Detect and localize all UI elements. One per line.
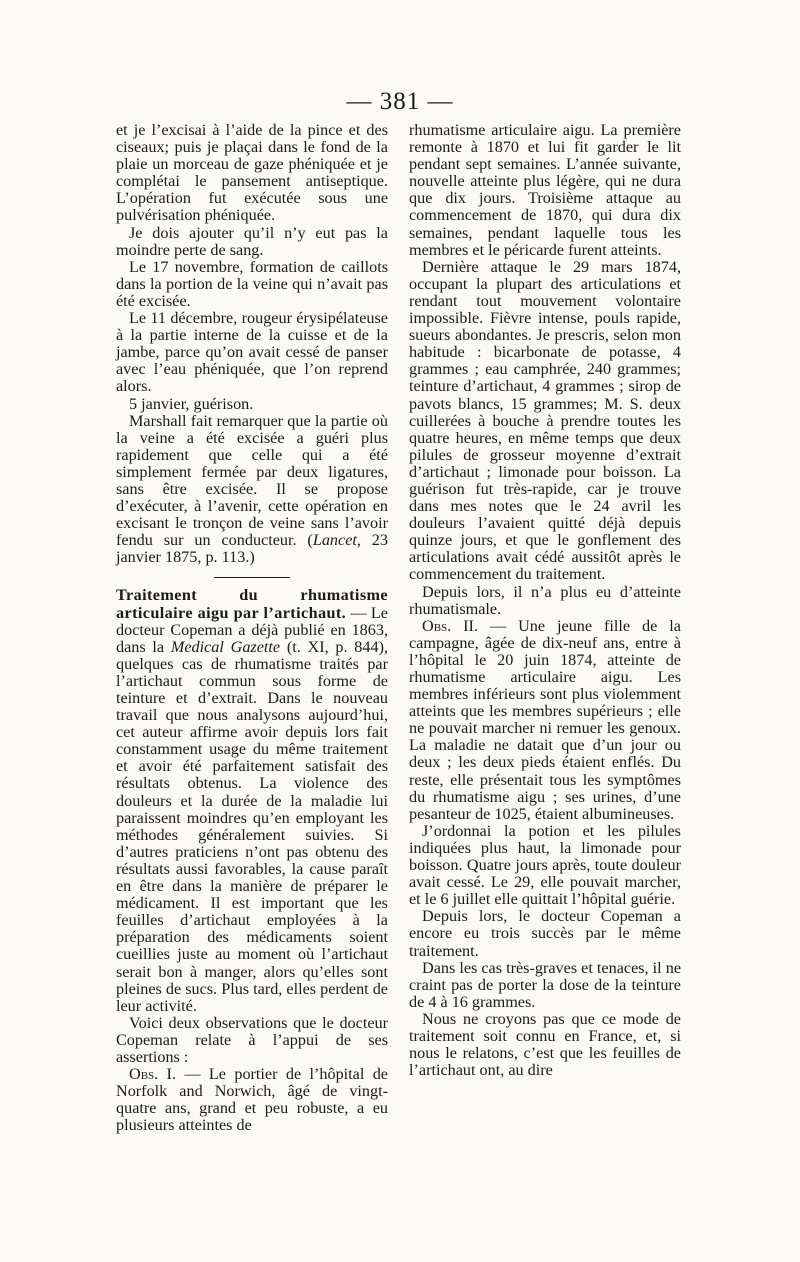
page-number: — 381 — (346, 88, 454, 115)
left-column (116, 122, 388, 1134)
paragraph-text: 23 janvier 1875, p. 113.) (116, 531, 388, 567)
paragraph: J’ordonnai la potion et les pilules indiquées plus haut, la limonade pour boisson. Quatre jours après, toute douleur avait cessé. Le 29, elle pouvait marcher, et le 6 juillet elle quittait l’hôpital guérie. (409, 821, 681, 909)
right-column (409, 122, 681, 1079)
paragraph: Dans les cas très-graves et tenaces, il ne craint pas de porter la dose de la teinture de 4 à 16 grammes. (409, 958, 681, 1011)
paragraph-text: (t. XI, p. 844), quelques cas de rhumatisme traités par l’artichaut commun sous forme de teinture et d’extrait. Dans le nouveau travail que nous analysons aujourd’hui, cet auteur affirme avoir depuis lors fait constamment usage du même traitement et avoir été parfaitement satisfait des résultats obtenus. La violence des douleurs et la durée de la maladie lui paraissent moindres qu’en employant les méthodes généralement suivies. Si d’autres praticiens n’ont pas obtenu des résultats aussi favorables, la cause paraît en être dans la manière de préparer le médicament. Il est important que les feuilles d’artichaut employées à la préparation des médicaments soient cueillies juste au moment où l’artichaut serait bon à manger, alors qu’elles sont pleines de sucs. Plus tard, elles perdent de leur activité. (116, 637, 389, 1015)
paragraph: Depuis lors, le docteur Copeman a encore eu trois succès par le même traitement. (409, 907, 681, 960)
paragraph: rhumatisme articulaire aigu. La première remonte à 1870 et lui fit garder le lit pendant sept semaines. L’année suivante, nouvelle atteinte plus légère, qui ne dura que dix jours. Troisième attaque au commencement de 1870, qui dura dix semaines, pendant laquelle tous les membres et le péricarde furent atteints. (409, 121, 681, 259)
paragraph-text: — Le portier de l’hôpital de Norfolk and Norwich, âgé de vingt-quatre ans, grand et peu robuste, a eu plusieurs atteintes de (116, 1065, 388, 1135)
paragraph: Nous ne croyons pas que ce mode de traitement soit connu en France, et, si nous le relatons, c’est que les feuilles de l’artichaut ont, au dire (409, 1009, 681, 1080)
paragraph-text: — Une jeune fille de la campagne, âgée de dix-neuf ans, entre à l’hôpital le 20 juin 1874, atteinte de rhumatisme articulaire aigu. Les membres inférieurs sont plus violemment atteints que les membres supérieurs ; elle ne pouvait marcher ni remuer les genoux. La maladie ne datait que d’un jour ou deux ; les deux pieds étaient enflés. Du reste, elle présentait tous les symptômes du rhumatisme aigu ; ses urines, d’une pesanteur de 1025, étaient albumineuses. (409, 616, 681, 823)
paragraph: 5 janvier, guérison. (129, 394, 254, 413)
paragraph-text: — Le docteur Copeman a déjà publié en 1863, dans la (116, 603, 388, 656)
observation-label: Obs. II. (422, 616, 478, 635)
section-title: Traitement du rhumatisme articulaire aigu par l’artichaut. (116, 586, 388, 622)
paragraph: et je l’excisai à l’aide de la pince et des ciseaux; puis je plaçai dans le fond de la plaie un morceau de gaze phéniquée et je complétai le pansement antiseptique. L’opération fut exécutée sous une pulvérisation phéniquée. (116, 121, 388, 225)
paragraph: Voici deux observations que le docteur Copeman relate à l’appui de ses assertions : (116, 1013, 388, 1066)
observation-label: Obs. I. (129, 1065, 176, 1084)
paragraph: Je dois ajouter qu’il n’y eut pas la moindre perte de sang. (116, 223, 388, 259)
source-citation: Lancet, (312, 531, 361, 550)
section-paragraph (116, 587, 388, 1014)
paragraph: Dernière attaque le 29 mars 1874, occupant la plupart des articulations et rendant tout mouvement volontaire impossible. Fièvre intense, pouls rapide, sueurs abondantes. Je prescris, selon mon habitude : bicarbonate de potasse, 4 grammes ; eau camphrée, 240 grammes; teinture d’artichaut, 4 grammes ; sirop de pavots blancs, 15 grammes; M. S. deux cuillerées à bouche à prendre toutes les quatre heures, en même temps que deux pilules de grosseur moyenne d’extrait d’artichaut ; limonade pour boisson. La guérison fut très-rapide, car je trouve dans mes notes que le 24 avril les douleurs l’avaient quitté déjà depuis quinze jours, et que le gonflement des articulations avait cédé aussitôt après le commencement du traitement. (409, 257, 681, 584)
paragraph-text: Marshall fait remarquer que la partie où la veine a été excisée a guéri plus rapidement que celle qui a été simplement fermée par deux ligatures, sans être excisée. Il se propose d’exécuter, à l’avenir, cette opération en excisant le tronçon de veine sans l’avoir fendu sur un conducteur. ( (116, 411, 388, 550)
paragraph: Depuis lors, il n’a plus eu d’atteinte rhumatismale. (409, 582, 681, 618)
paragraph: Le 17 novembre, formation de caillots dans la portion de la veine qui n’avait pas été excisée. (116, 257, 388, 310)
observation-paragraph (409, 618, 681, 823)
section-divider (214, 577, 290, 578)
journal-name: Medical Gazette (170, 637, 281, 656)
paragraph (116, 413, 388, 567)
observation-paragraph (116, 1066, 388, 1134)
paragraph: Le 11 décembre, rougeur érysipélateuse à la partie interne de la cuisse et de la jambe, parce qu’on avait cessé de panser avec l’eau phéniquée, que l’on reprend alors. (116, 309, 388, 396)
